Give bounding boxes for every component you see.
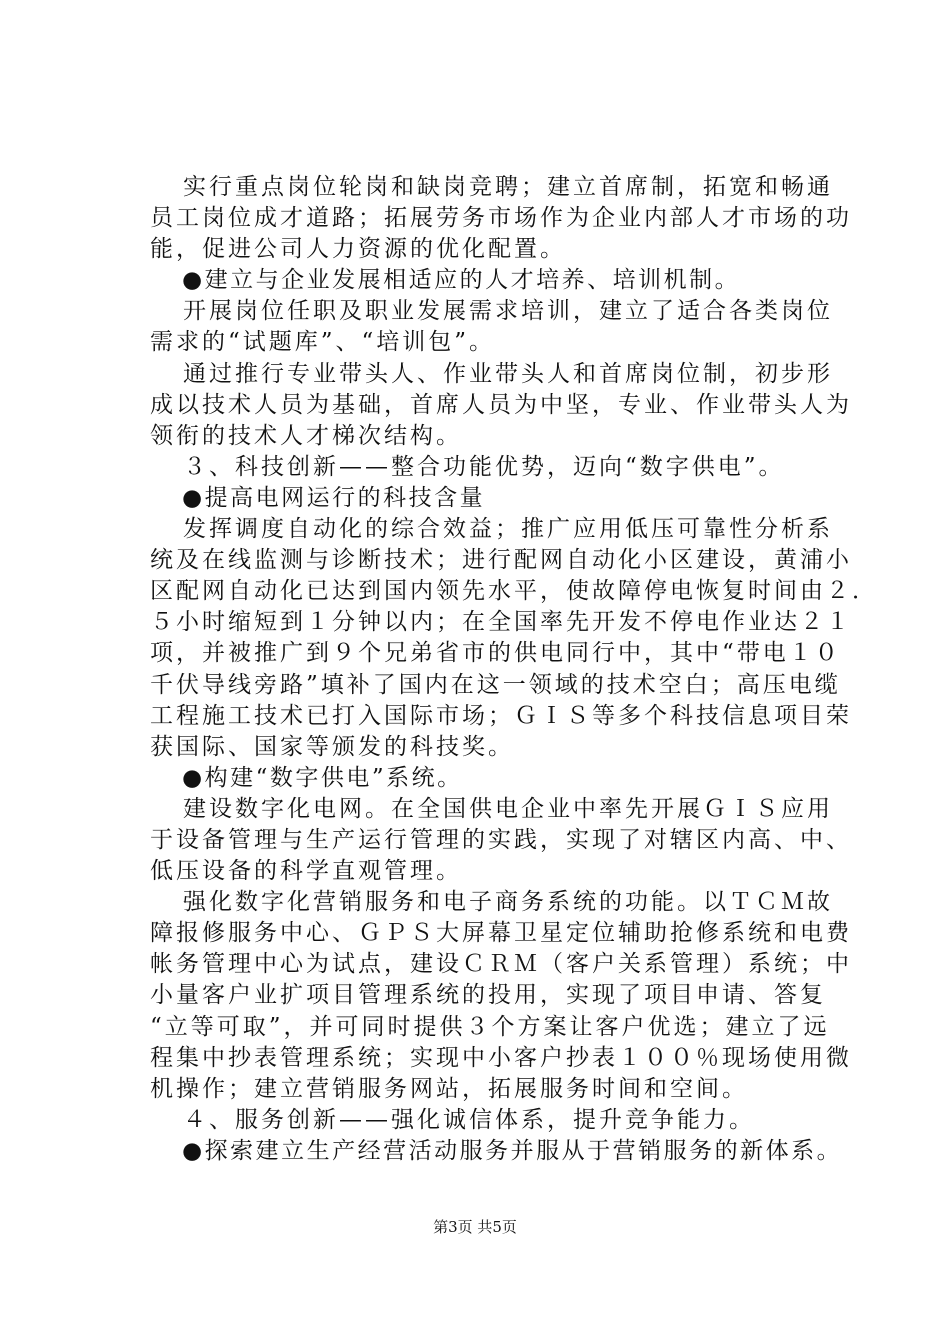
- bullet-heading: ●建立与企业发展相适应的人才培养、培训机制。: [182, 267, 741, 294]
- paragraph-line: 建设数字化电网。在全国供电企业中率先开展ＧＩＳ应用: [183, 795, 833, 822]
- document-body: [150, 172, 878, 1167]
- paragraph-line: 小量客户业扩项目管理系统的投用，实现了项目申请、答复: [150, 982, 826, 1009]
- paragraph-line: 区配网自动化已达到国内领先水平，使故障停电恢复时间由２．: [150, 578, 878, 605]
- page-number: 第3页 共5页: [433, 1218, 517, 1236]
- paragraph-line: 成以技术人员为基础，首席人员为中坚，专业、作业带头人为: [150, 391, 852, 418]
- paragraph-line: 实行重点岗位轮岗和缺岗竞聘；建立首席制，拓宽和畅通: [183, 174, 833, 200]
- paragraph-line: 通过推行专业带头人、作业带头人和首席岗位制，初步形: [183, 360, 833, 387]
- bullet-heading: ●提高电网运行的科技含量: [182, 484, 486, 511]
- paragraph-line: 项，并被推广到９个兄弟省市的供电同行中，其中“带电１０: [150, 640, 841, 667]
- bullet-heading: ●构建“数字供电”系统。: [182, 764, 463, 791]
- section-heading: ３、科技创新——整合功能优势，迈向“数字供电”。: [183, 453, 785, 480]
- paragraph-line: 障报修服务中心、ＧＰＳ大屏幕卫星定位辅助抢修系统和电费: [150, 920, 852, 947]
- paragraph-line: 低压设备的科学直观管理。: [150, 858, 462, 885]
- paragraph-line: 能，促进公司人力资源的优化配置。: [150, 236, 566, 263]
- paragraph-line: 发挥调度自动化的综合效益；推广应用低压可靠性分析系: [183, 516, 833, 543]
- paragraph-line: 开展岗位任职及职业发展需求培训，建立了适合各类岗位: [183, 298, 833, 325]
- paragraph-line: 帐务管理中心为试点，建设ＣＲＭ（客户关系管理）系统；中: [150, 951, 852, 978]
- paragraph-line: 需求的“试题库”、“培训包”。: [150, 329, 496, 356]
- paragraph-line: 员工岗位成才道路；拓展劳务市场作为企业内部人才市场的功: [150, 205, 852, 232]
- paragraph-line: 领衔的技术人才梯次结构。: [150, 422, 462, 449]
- paragraph-line: ５小时缩短到１分钟以内；在全国率先开发不停电作业达２１: [150, 609, 852, 636]
- paragraph-line: 程集中抄表管理系统；实现中小客户抄表１００％现场使用微: [150, 1044, 852, 1071]
- paragraph-line: 获国际、国家等颁发的科技奖。: [150, 733, 514, 760]
- paragraph-line: “立等可取”，并可同时提供３个方案让客户优选；建立了远: [150, 1013, 830, 1040]
- section-heading: ４、服务创新——强化诚信体系，提升竞争能力。: [183, 1106, 755, 1133]
- bullet-heading: ●探索建立生产经营活动服务并服从于营销服务的新体系。: [182, 1137, 843, 1164]
- paragraph-line: 强化数字化营销服务和电子商务系统的功能。以ＴＣＭ故: [183, 889, 833, 916]
- paragraph-line: 统及在线监测与诊断技术；进行配网自动化小区建设，黄浦小: [150, 547, 852, 574]
- paragraph-line: 千伏导线旁路”填补了国内在这一领域的技术空白；高压电缆: [150, 671, 841, 698]
- paragraph-line: 机操作；建立营销服务网站，拓展服务时间和空间。: [150, 1075, 748, 1102]
- paragraph-line: 于设备管理与生产运行管理的实践，实现了对辖区内高、中、: [150, 826, 852, 853]
- paragraph-line: 工程施工技术已打入国际市场；ＧＩＳ等多个科技信息项目荣: [150, 702, 852, 729]
